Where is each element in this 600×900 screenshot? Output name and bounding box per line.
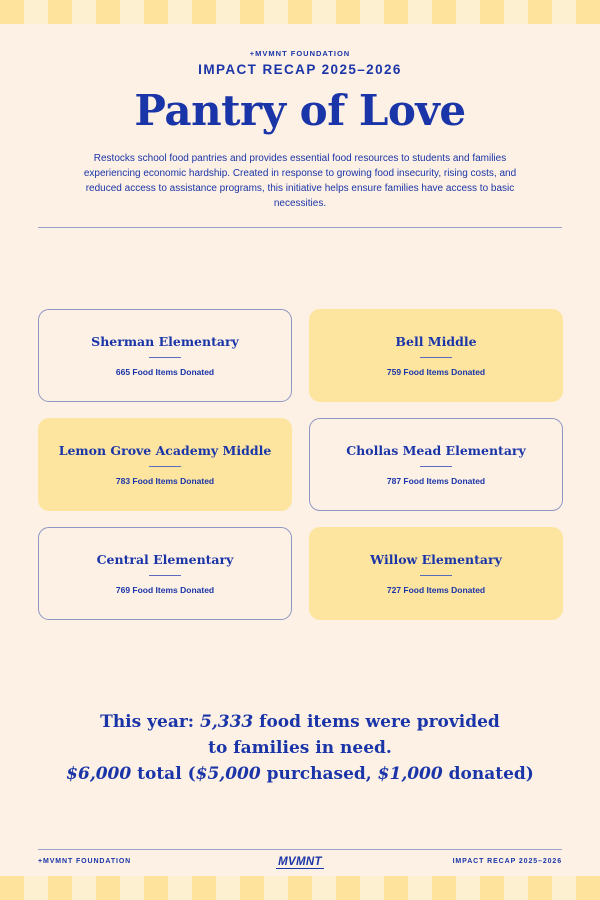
summary-line-3 xyxy=(0,761,600,787)
total-amount: $6,000 xyxy=(66,764,132,784)
items-donated: 759 Food Items Donated xyxy=(386,367,486,377)
footer-org: +MVMNT FOUNDATION xyxy=(38,858,132,865)
summary-text: food items were provided xyxy=(253,712,500,732)
school-name: Lemon Grove Academy Middle xyxy=(58,443,272,458)
donated-amount: $1,000 xyxy=(377,764,443,784)
card-divider xyxy=(420,357,452,358)
purchased-amount: $5,000 xyxy=(195,764,261,784)
school-card xyxy=(309,309,563,402)
school-card-grid xyxy=(38,309,563,620)
total-items: 5,333 xyxy=(200,712,254,732)
school-name: Central Elementary xyxy=(96,552,234,567)
card-divider xyxy=(149,575,181,576)
summary-text: This year: xyxy=(100,712,200,732)
school-name: Chollas Mead Elementary xyxy=(346,443,526,458)
school-name: Bell Middle xyxy=(395,334,477,349)
school-name: Sherman Elementary xyxy=(91,334,239,349)
org-label: +MVMNT FOUNDATION xyxy=(249,49,351,58)
summary-line-2: to families in need. xyxy=(208,738,392,758)
program-description: Restocks school food pantries and provides essential food resources to students and families experiencing economic hardship. Created in response to growing food insecurity, rising costs, and reduced access to assistance programs, this initiative helps ensure families have access to basic necessities. xyxy=(83,153,517,209)
card-divider xyxy=(420,466,452,467)
card-divider xyxy=(149,466,181,467)
divider-top xyxy=(38,227,562,228)
summary-text: total ( xyxy=(131,764,196,784)
logo-wordmark: MVMNT xyxy=(278,856,322,868)
card-divider xyxy=(149,357,181,358)
school-card xyxy=(38,418,292,511)
summary-text: donated) xyxy=(442,764,534,784)
school-card xyxy=(309,418,563,511)
school-name: Willow Elementary xyxy=(370,552,502,567)
items-donated: 783 Food Items Donated xyxy=(115,476,215,486)
recap-heading: IMPACT RECAP 2025–2026 xyxy=(198,62,402,77)
footer-recap: IMPACT RECAP 2025–2026 xyxy=(452,858,562,865)
card-divider xyxy=(420,575,452,576)
impact-summary xyxy=(0,709,600,787)
summary-line-1 xyxy=(0,709,600,735)
top-checker-border xyxy=(0,0,600,24)
school-card xyxy=(309,527,563,620)
page-title: Pantry of Love xyxy=(134,86,466,135)
items-donated: 665 Food Items Donated xyxy=(115,367,215,377)
items-donated: 787 Food Items Donated xyxy=(386,476,486,486)
bottom-checker-border xyxy=(0,876,600,900)
summary-text: purchased, xyxy=(260,764,378,784)
items-donated: 769 Food Items Donated xyxy=(115,585,215,595)
school-card xyxy=(38,309,292,402)
school-card xyxy=(38,527,292,620)
items-donated: 727 Food Items Donated xyxy=(386,585,486,595)
divider-bottom xyxy=(38,849,562,850)
